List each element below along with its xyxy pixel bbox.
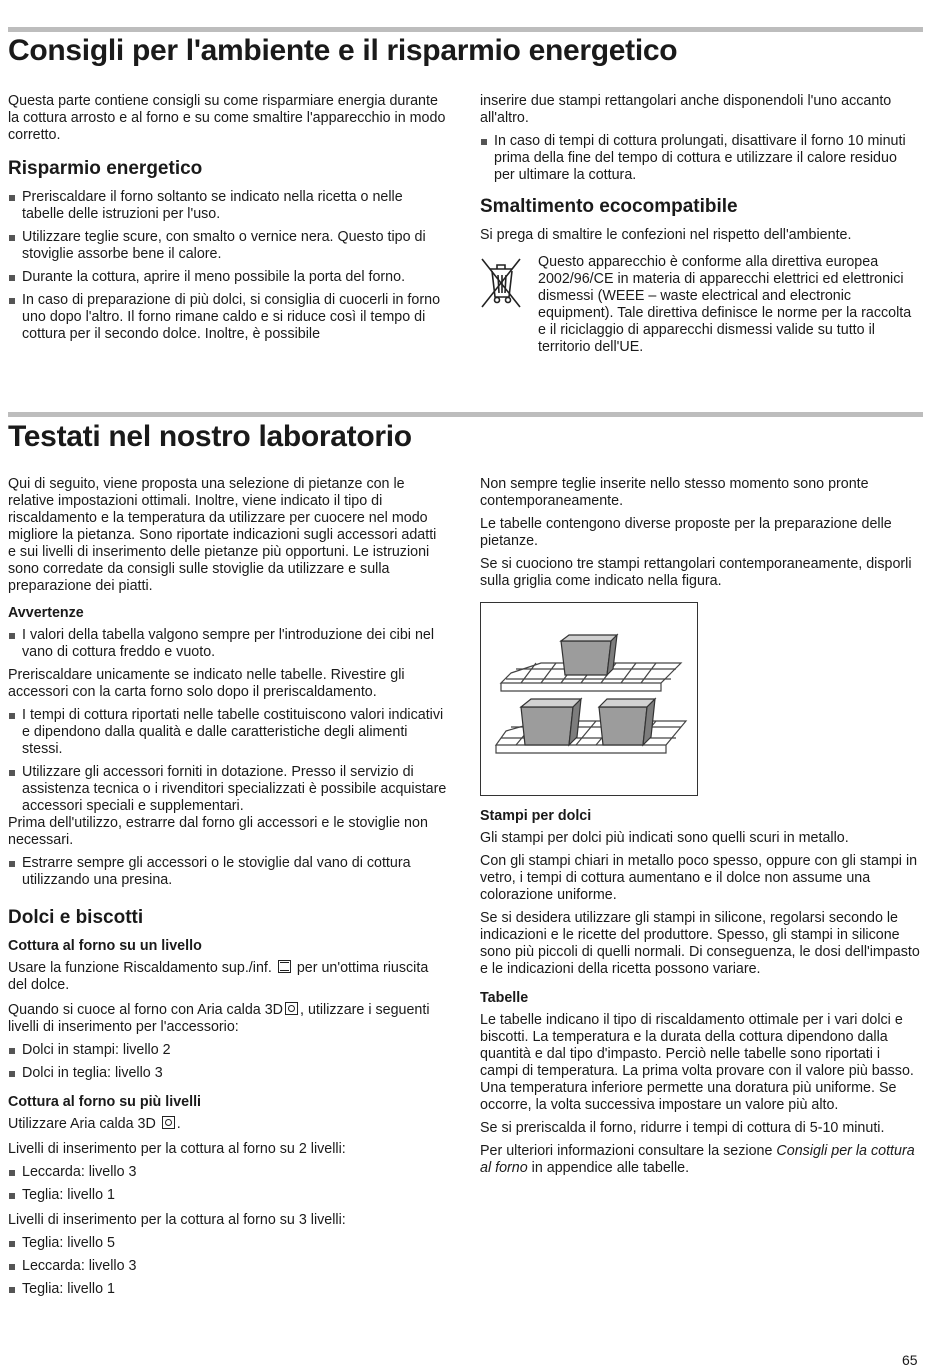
list-item-note: Preriscaldare unicamente se indicato nelle tabelle. Rivestire gli accessori con la carta forno solo dopo il preriscaldamento. [8, 667, 405, 700]
section-title-environment: Consigli per l'ambiente e il risparmio energetico [8, 34, 678, 67]
list-item-note: Prima dell'utilizzo, estrarre dal forno gli accessori e le stoviglie non necessari. [8, 815, 428, 848]
list-item: Teglia: livello 1 [8, 1187, 448, 1204]
one-level-paragraph: Quando si cuoce al forno con Aria calda 3D , utilizzare i seguenti livelli di inserimento per l'accessorio: [8, 1002, 430, 1035]
oven-racks-figure [480, 602, 698, 796]
list-item: Dolci in teglia: livello 3 [8, 1065, 448, 1082]
warnings-heading: Avvertenze [8, 605, 84, 621]
list-item: Utilizzare gli accessori forniti in dotazione. Presso il servizio di assistenza tecnica o i rivenditori specializzati è possibile acquistare accessori speciali e supplementari. [8, 764, 448, 815]
hot-air-3d-icon [162, 1116, 175, 1129]
list-item: Leccarda: livello 3 [8, 1164, 448, 1181]
three-levels-intro: Livelli di inserimento per la cottura al forno su 3 livelli: [8, 1212, 346, 1228]
three-levels-list [8, 1235, 448, 1298]
one-level-list [8, 1042, 448, 1082]
multi-level-paragraph: Utilizzare Aria calda 3D . [8, 1116, 181, 1132]
intro-paragraph: Questa parte contiene consigli su come risparmiare energia durante la cottura arrosto e al forno e su come smaltire l'apparecchio in modo corretto. [8, 93, 446, 143]
two-levels-intro: Livelli di inserimento per la cottura al forno su 2 livelli: [8, 1141, 346, 1157]
disposal-text: Questo apparecchio è conforme alla direttiva europea 2002/96/CE in materia di apparecchi elettrici ed elettronici dismessi (WEEE – waste electrical and electronic equipment). Tale direttiva definisce le norme per la raccolta e il riciclaggio di apparecchi dismessi valide su tutto il territorio dell'UE. [538, 254, 912, 355]
list-item: Durante la cottura, aprire il meno possibile la porta del forno. [8, 269, 448, 286]
list-item-continuation: inserire due stampi rettangolari anche disponendoli l'uno accanto all'altro. [480, 93, 892, 126]
list-item: Leccarda: livello 3 [8, 1258, 448, 1275]
three-loaf-pans-illustration [481, 603, 697, 795]
weee-bin-icon [478, 255, 524, 311]
right-paragraph: Se si cuociono tre stampi rettangolari contemporaneamente, disporli sulla griglia come indicato nella figura. [480, 556, 912, 589]
cakes-heading: Dolci e biscotti [8, 907, 144, 928]
disposal-intro: Si prega di smaltire le confezioni nel rispetto dell'ambiente. [480, 227, 852, 243]
section-rule [8, 27, 923, 32]
tables-paragraph: Se si preriscalda il forno, ridurre i tempi di cottura di 5-10 minuti. [480, 1120, 885, 1136]
warnings-list [8, 855, 448, 889]
tables-heading: Tabelle [480, 990, 529, 1006]
section2-right-column-bottom [480, 808, 920, 1183]
intro-paragraph: Qui di seguito, viene proposta una selezione di pietanze con le relative impostazioni ottimali. Inoltre, viene indicato il tipo di riscaldamento e la temperatura da utilizzare per cuocere nel modo migliore la pietanza. Sono riportate indicazioni sugli accessori adatti e sui livelli di inserimento delle pietanze più opportuni. Le istruzioni sono corredate da consigli sulle stoviglie da utilizzare e sulla preparazione dei piatti. [8, 476, 437, 594]
top-bottom-heat-icon [278, 960, 291, 973]
list-item: I tempi di cottura riportati nelle tabelle costituiscono valori indicativi e dipendono dalla qualità e dalle caratteristiche degli alimenti stessi. [8, 707, 448, 758]
tables-paragraph: Le tabelle indicano il tipo di riscaldamento ottimale per i vari dolci e biscotti. La temperatura e la durata della cottura dipendono dalla quantità e dal tipo d'impasto. Perciò nelle tabelle sono riportati i campi di temperatura. La prima volta provare con il valore più basso. Una temperatura inferiore permette una doratura più uniforme. Se occorre, la volta successiva impostare un valore più alto. [480, 1012, 914, 1113]
tables-paragraph: Per ulteriori informazioni consultare la sezione Consigli per la cottura al forno in appendice alle tabelle. [480, 1143, 915, 1176]
one-level-heading: Cottura al forno su un livello [8, 938, 202, 954]
list-item: Teglia: livello 1 [8, 1281, 448, 1298]
section1-left-column [8, 93, 448, 349]
right-paragraph: Le tabelle contengono diverse proposte per la preparazione delle pietanze. [480, 516, 892, 549]
list-item: Estrarre sempre gli accessori o le stoviglie dal vano di cottura utilizzando una presina. [8, 855, 448, 889]
disposal-heading: Smaltimento ecocompatibile [480, 196, 738, 217]
molds-paragraph: Con gli stampi chiari in metallo poco spesso, oppure con gli stampi in vetro, i tempi di cottura aumentano e il dolce non assume una colorazione uniforme. [480, 853, 918, 903]
list-item: In caso di preparazione di più dolci, si consiglia di cuocerli in forno uno dopo l'altro. Il forno rimane caldo e si riduce così il tempo di cottura per il secondo dolce. Inoltre, è possibile [8, 292, 448, 343]
page-number: 65 [902, 1352, 918, 1368]
list-item: Utilizzare teglie scure, con smalto o vernice nera. Questo tipo di stoviglie assorbe bene il calore. [8, 229, 448, 263]
list-item: Dolci in stampi: livello 2 [8, 1042, 448, 1059]
warnings-list [8, 707, 448, 815]
section-title-laboratory: Testati nel nostro laboratorio [8, 420, 412, 453]
list-item: Preriscaldare il forno soltanto se indicato nella ricetta o nelle tabelle delle istruzioni per l'uso. [8, 189, 448, 223]
hot-air-3d-icon [285, 1002, 298, 1015]
two-levels-list [8, 1164, 448, 1204]
list-item: Teglia: livello 5 [8, 1235, 448, 1252]
saving-list-continued [480, 133, 920, 184]
list-item: I valori della tabella valgono sempre per l'introduzione dei cibi nel vano di cottura freddo e vuoto. [8, 627, 448, 661]
right-paragraph: Non sempre teglie inserite nello stesso momento sono pronte contemporaneamente. [480, 476, 869, 509]
section1-right-column [480, 93, 920, 362]
section2-left-column [8, 476, 448, 1304]
saving-heading: Risparmio energetico [8, 158, 203, 179]
molds-paragraph: Gli stampi per dolci più indicati sono quelli scuri in metallo. [480, 830, 849, 846]
multi-level-heading: Cottura al forno su più livelli [8, 1094, 202, 1110]
molds-heading: Stampi per dolci [480, 808, 592, 824]
list-item: In caso di tempi di cottura prolungati, disattivare il forno 10 minuti prima della fine del tempo di cottura e utilizzare il calore residuo per ultimare la cottura. [480, 133, 920, 184]
section-rule [8, 412, 923, 417]
warnings-list [8, 627, 448, 661]
molds-paragraph: Se si desidera utilizzare gli stampi in silicone, regolarsi secondo le indicazioni e le ricette del produttore. Spesso, gli stampi in silicone sono più piccoli di quelli normali. Di conseguenza, le dosi dell'impasto e le indicazioni della ricetta possono variare. [480, 910, 920, 977]
one-level-paragraph: Usare la funzione Riscaldamento sup./inf. per un'ottima riuscita del dolce. [8, 960, 429, 993]
saving-list [8, 189, 448, 343]
section2-right-column-top [480, 476, 920, 596]
